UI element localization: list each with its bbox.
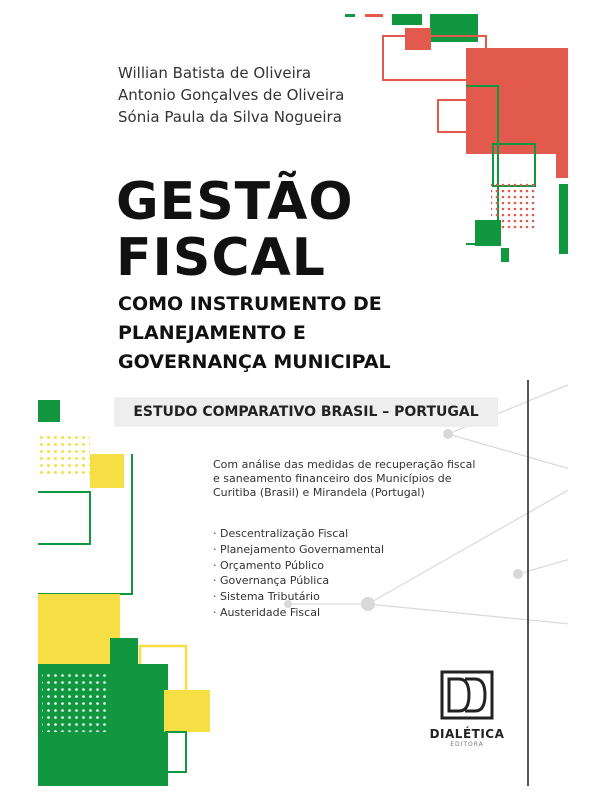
publisher-subtitle: EDITORA (450, 741, 484, 748)
comparative-study-band: ESTUDO COMPARATIVO BRASIL – PORTUGAL (114, 397, 498, 427)
description-line: e saneamento financeiro dos Municípios de (213, 472, 452, 485)
subtitle-line: COMO INSTRUMENTO DE (118, 293, 382, 315)
book-cover (38, 14, 568, 786)
subtitle-line: PLANEJAMENTO E (118, 322, 306, 344)
title-line: FISCAL (116, 228, 326, 288)
author-name: Antonio Gonçalves de Oliveira (118, 86, 345, 104)
publisher-logo (422, 670, 512, 748)
title-line: GESTÃO (116, 172, 354, 232)
author-list (118, 62, 344, 128)
description-line: Com análise das medidas de recuperação fiscal (213, 458, 476, 471)
description-line: Curitiba (Brasil) e Mirandela (Portugal) (213, 486, 425, 499)
book-subtitle (118, 290, 391, 377)
topic-item: · Descentralização Fiscal (213, 527, 349, 540)
publisher-name: DIALÉTICA (429, 727, 505, 741)
book-title (116, 174, 354, 286)
subtitle-line: GOVERNANÇA MUNICIPAL (118, 351, 391, 373)
author-name: Sónia Paula da Silva Nogueira (118, 108, 342, 126)
topic-item: · Austeridade Fiscal (213, 605, 321, 619)
book-description (213, 458, 513, 500)
publisher-mark-icon (422, 670, 512, 720)
topic-item: · Governança Pública (213, 574, 330, 588)
topic-list (213, 526, 384, 621)
topic-item: · Sistema Tributário (213, 590, 320, 604)
author-name: Willian Batista de Oliveira (118, 64, 312, 82)
topic-item: · Orçamento Público (213, 558, 324, 572)
topic-item: · Planejamento Governamental (213, 542, 385, 556)
